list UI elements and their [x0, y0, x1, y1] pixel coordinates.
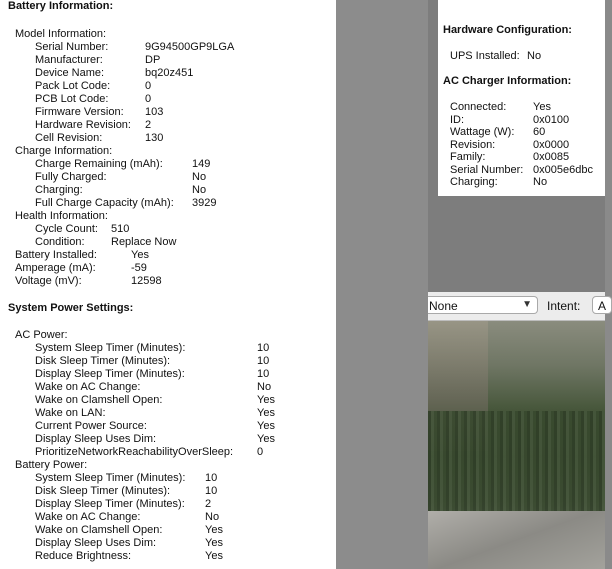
model-value: 9G94500GP9LGA [145, 41, 235, 53]
ac-label: Wake on AC Change: [35, 381, 141, 393]
charge-label: Fully Charged: [35, 171, 107, 183]
battery-power-header: Battery Power: [15, 459, 88, 471]
bp-value: Yes [205, 537, 223, 549]
bp-label: Display Sleep Uses Dim: [35, 537, 157, 549]
model-label: Manufacturer: [35, 54, 103, 66]
charge-value: 3929 [192, 197, 217, 209]
bp-value: 2 [205, 498, 212, 510]
bp-label: System Sleep Timer (Minutes): [35, 472, 186, 484]
ac-label: PrioritizeNetworkReachabilityOverSleep: [35, 446, 234, 458]
model-info-header: Model Information: [15, 28, 107, 40]
model-value: DP [145, 54, 161, 66]
ac-label: Display Sleep Uses Dim: [35, 433, 157, 445]
bp-label: Wake on AC Change: [35, 511, 141, 523]
landscape-photo [428, 321, 605, 569]
photo-rocks [428, 511, 605, 569]
charger-label: Serial Number: [450, 164, 524, 176]
charger-label: Family: [450, 151, 486, 163]
ac-label: Current Power Source: [35, 420, 147, 432]
charger-value: Yes [533, 101, 551, 113]
charger-label: Connected: [450, 101, 507, 113]
ups-value: No [527, 50, 542, 62]
ac-value: 10 [257, 355, 270, 367]
intent-select[interactable] [592, 296, 612, 314]
power-settings-title: System Power Settings: [8, 302, 134, 314]
misc-value: Yes [131, 249, 149, 261]
model-value: 0 [145, 93, 152, 105]
health-value: 510 [111, 223, 130, 235]
ac-value: Yes [257, 420, 275, 432]
bp-label: Display Sleep Timer (Minutes): [35, 498, 185, 510]
chevron-down-icon: ▼ [522, 299, 532, 310]
model-label: Firmware Version: [35, 106, 124, 118]
charger-value: 0x0100 [533, 114, 570, 126]
charger-value: 0x005e6dbc [533, 164, 593, 176]
ac-value: 10 [257, 342, 270, 354]
charger-value: No [533, 176, 548, 188]
bp-label: Disk Sleep Timer (Minutes): [35, 485, 171, 497]
ac-value: No [257, 381, 272, 393]
charger-label: Wattage (W): [450, 126, 515, 138]
charger-value: 0x0000 [533, 139, 570, 151]
ups-label: UPS Installed: [450, 50, 520, 62]
model-value: 2 [145, 119, 152, 131]
ac-value: Yes [257, 407, 275, 419]
ac-charger-title: AC Charger Information: [443, 75, 572, 87]
battery-info-title: Battery Information: [8, 0, 114, 12]
charge-label: Full Charge Capacity (mAh): [35, 197, 174, 209]
charge-value: No [192, 171, 207, 183]
model-label: Hardware Revision: [35, 119, 131, 131]
charge-label: Charging: [35, 184, 83, 196]
model-label: Cell Revision: [35, 132, 103, 144]
ac-label: Wake on Clamshell Open: [35, 394, 163, 406]
bp-value: Yes [205, 524, 223, 536]
ac-label: System Sleep Timer (Minutes): [35, 342, 186, 354]
ac-power-header: AC Power: [15, 329, 68, 341]
ac-label: Disk Sleep Timer (Minutes): [35, 355, 171, 367]
health-info-header: Health Information: [15, 210, 108, 222]
ac-label: Wake on LAN: [35, 407, 106, 419]
health-value: Replace Now [111, 236, 177, 248]
hardware-config-title: Hardware Configuration: [443, 24, 572, 36]
profile-select-value: None [429, 299, 458, 313]
ac-value: 0 [257, 446, 264, 458]
intent-label: Intent: [547, 299, 581, 313]
model-label: Device Name: [35, 67, 105, 79]
charger-label: Charging: [450, 176, 498, 188]
misc-label: Battery Installed: [15, 249, 97, 261]
health-label: Cycle Count: [35, 223, 98, 235]
model-label: Pack Lot Code: [35, 80, 111, 92]
charger-value: 0x0085 [533, 151, 570, 163]
model-value: 0 [145, 80, 152, 92]
model-label: Serial Number: [35, 41, 109, 53]
health-label: Condition: [35, 236, 85, 248]
model-value: 103 [145, 106, 164, 118]
bp-value: 10 [205, 472, 218, 484]
bp-value: Yes [205, 550, 223, 562]
model-label: PCB Lot Code: [35, 93, 109, 105]
model-value: 130 [145, 132, 164, 144]
ac-label: Display Sleep Timer (Minutes): [35, 368, 185, 380]
bp-value: No [205, 511, 220, 523]
ac-value: 10 [257, 368, 270, 380]
charge-info-header: Charge Information: [15, 145, 113, 157]
profile-select[interactable] [428, 296, 538, 314]
charge-label: Charge Remaining (mAh): [35, 158, 163, 170]
model-value: bq20z451 [145, 67, 194, 79]
charger-label: ID: [450, 114, 465, 126]
misc-label: Amperage (mA): [15, 262, 96, 274]
misc-value: -59 [131, 262, 147, 274]
charger-value: 60 [533, 126, 546, 138]
charger-label: Revision: [450, 139, 496, 151]
intent-select-value: A [598, 299, 607, 313]
bp-label: Wake on Clamshell Open: [35, 524, 163, 536]
photo-forest [428, 411, 605, 511]
ac-value: Yes [257, 433, 275, 445]
window-gap [336, 0, 428, 569]
charge-value: 149 [192, 158, 211, 170]
charge-value: No [192, 184, 207, 196]
bp-label: Reduce Brightness: [35, 550, 131, 562]
misc-value: 12598 [131, 275, 162, 287]
misc-label: Voltage (mV): [15, 275, 82, 287]
bp-value: 10 [205, 485, 218, 497]
ac-value: Yes [257, 394, 275, 406]
